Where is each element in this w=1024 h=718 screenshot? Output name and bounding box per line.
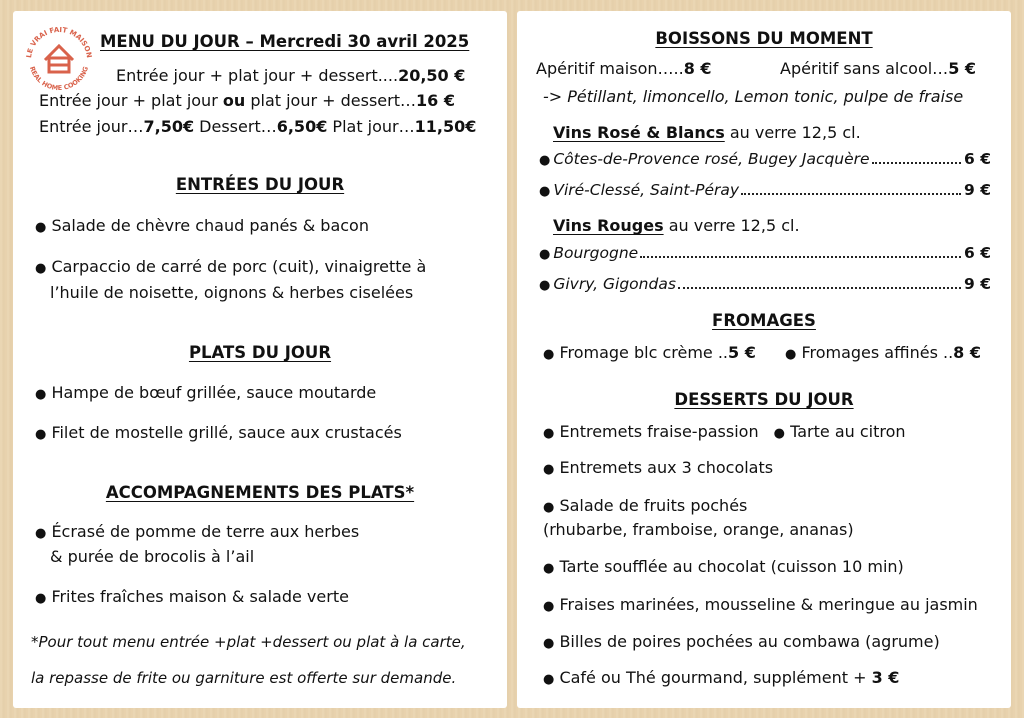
plat-item: ● Filet de mostelle grillé, sauce aux crustacés (35, 423, 402, 442)
dessert-item: ● Salade de fruits pochés (543, 496, 748, 515)
rouges-heading: Vins Rouges au verre 12,5 cl. (553, 216, 800, 235)
aperitif-list: -> Pétillant, limoncello, Lemon tonic, pulpe de fraise (543, 87, 964, 106)
entrees-title: ENTRÉES DU JOUR (175, 175, 345, 194)
accompagnement-item: ● Frites fraîches maison & salade verte (35, 587, 349, 606)
accompagnements-title: ACCOMPAGNEMENTS DES PLATS* (105, 483, 415, 502)
footnote-line: *Pour tout menu entrée +plat +dessert ou plat à la carte, (31, 633, 466, 651)
formula-two-courses: Entrée jour + plat jour ou plat jour + dessert…16 € (39, 91, 455, 110)
svg-text:LE VRAI FAIT MAISON (25, 26, 93, 59)
right-menu-panel (517, 11, 1011, 708)
formula-a-la-carte: Entrée jour…7,50€ Dessert…6,50€ Plat jour…11,50€ (39, 117, 477, 136)
footnote-line: la repasse de frite ou garniture est offerte sur demande. (31, 669, 457, 687)
left-menu-panel (13, 11, 507, 708)
wine-row: ● Viré-Clessé, Saint-Péray 9 € (539, 181, 991, 199)
accompagnement-item-continued: & purée de brocolis à l’ail (50, 547, 255, 566)
entree-item: ● Salade de chèvre chaud panés & bacon (35, 216, 369, 235)
dessert-item: ● Entremets fraise-passion ● Tarte au citron (543, 422, 906, 441)
dessert-item: ● Tarte soufflée au chocolat (cuisson 10 min) (543, 557, 904, 576)
logo-bottom-text: REAL HOME COOKING (27, 65, 91, 93)
desserts-title: DESSERTS DU JOUR (674, 390, 854, 409)
fromages-title: FROMAGES (712, 311, 816, 330)
menu-title: MENU DU JOUR – Mercredi 30 avril 2025 (100, 32, 470, 51)
dessert-item: ● Billes de poires pochées au combawa (agrume) (543, 632, 940, 651)
entree-item: ● Carpaccio de carré de porc (cuit), vinaigrette à (35, 257, 427, 276)
aperitif-maison: Apéritif maison…..8 € (536, 59, 712, 78)
wine-row: ● Givry, Gigondas 9 € (539, 275, 991, 293)
accompagnement-item: ● Écrasé de pomme de terre aux herbes (35, 522, 360, 541)
dessert-item: ● Fraises marinées, mousseline & meringue au jasmin (543, 595, 978, 614)
formula-full: Entrée jour + plat jour + dessert....20,50 € (116, 66, 466, 85)
plat-item: ● Hampe de bœuf grillée, sauce moutarde (35, 383, 377, 402)
entree-item-continued: l’huile de noisette, oignons & herbes ciselées (50, 283, 414, 302)
wine-row: ● Bourgogne 6 € (539, 244, 991, 262)
house-icon (45, 46, 73, 72)
logo-top-text: LE VRAI FAIT MAISON (25, 25, 94, 59)
fromage-item: ● Fromage blc crème ..5 € (543, 343, 756, 362)
restaurant-logo (23, 22, 95, 94)
fromage-item: ● Fromages affinés ..8 € (785, 343, 981, 362)
wine-row: ● Côtes-de-Provence rosé, Bugey Jacquère 6 € (539, 150, 991, 168)
dessert-item-continued: (rhubarbe, framboise, orange, ananas) (543, 520, 854, 539)
plats-title: PLATS DU JOUR (188, 343, 332, 362)
aperitif-sans-alcool: Apéritif sans alcool…5 € (780, 59, 977, 78)
rose-blancs-heading: Vins Rosé & Blancs au verre 12,5 cl. (553, 123, 861, 142)
dessert-item: ● Entremets aux 3 chocolats (543, 458, 774, 477)
dessert-item: ● Café ou Thé gourmand, supplément + 3 € (543, 668, 900, 687)
svg-text:REAL HOME COOKING (28, 65, 90, 92)
boissons-title: BOISSONS DU MOMENT (655, 29, 873, 48)
